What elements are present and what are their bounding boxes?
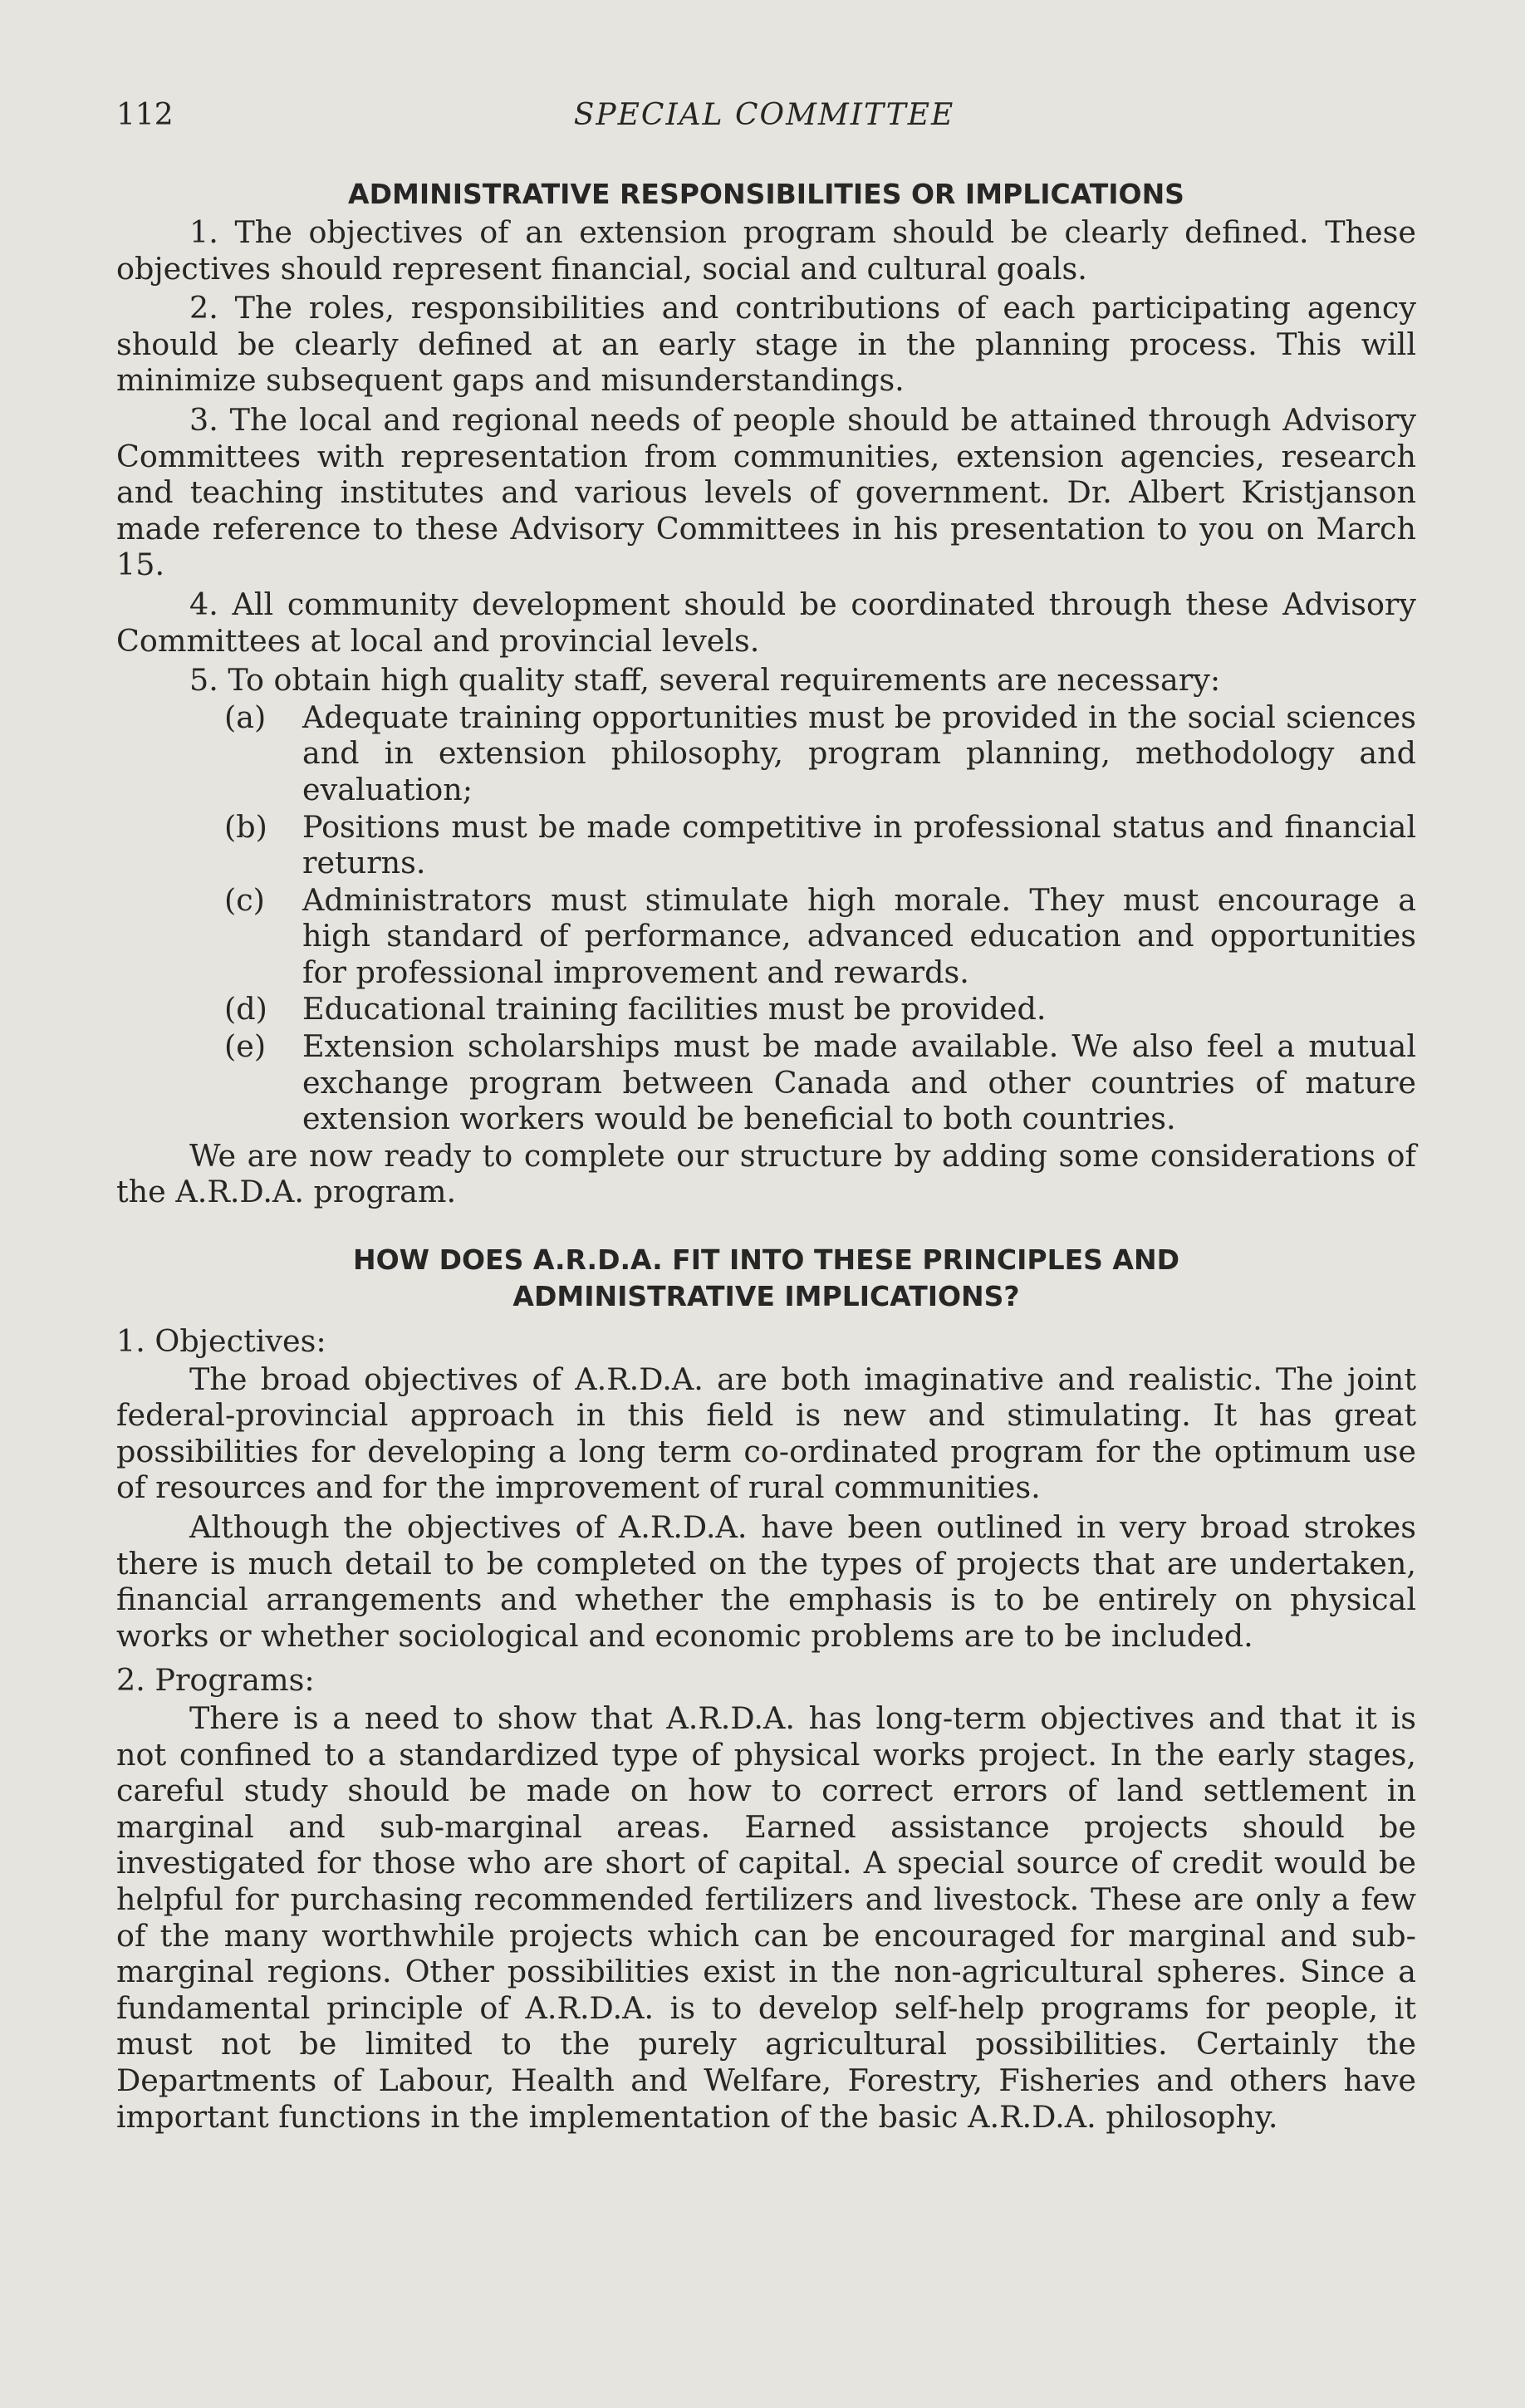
paragraph: 1. The objectives of an extension program should be clearly defined. These objectives should represent financial, social and cultural goals.: [116, 214, 1416, 287]
list-item: [224, 991, 1416, 1027]
subsection-label: 1. Objectives:: [116, 1323, 326, 1360]
section-heading-line: HOW DOES A.R.D.A. FIT INTO THESE PRINCIPLES AND: [353, 1243, 1179, 1277]
list-lead: 5. To obtain high quality staff, several requirements are necessary:: [189, 662, 1221, 699]
subsection-label: 2. Programs:: [116, 1662, 315, 1699]
section-heading: ADMINISTRATIVE RESPONSIBILITIES OR IMPLICATIONS: [348, 178, 1184, 210]
list-item-label: (b): [224, 808, 267, 845]
paragraph: We are now ready to complete our structure by adding some considerations of the A.R.D.A. program.: [116, 1137, 1416, 1210]
list-item-text: Adequate training opportunities must be provided in the social sciences and in extension philosophy, program planning, methodology and evaluation;: [302, 699, 1416, 807]
page-header: [116, 98, 1412, 140]
list-item: [224, 699, 1416, 808]
list-item-label: (c): [224, 881, 265, 918]
list-item: [224, 882, 1416, 991]
list-item-label: (d): [224, 991, 267, 1027]
page-body: [116, 176, 1416, 2138]
paragraph: 4. All community development should be coordinated through these Advisory Committees at local and provincial levels.: [116, 586, 1416, 659]
section-heading-line: ADMINISTRATIVE IMPLICATIONS?: [512, 1280, 1020, 1313]
list-item-text: Administrators must stimulate high morale. They must encourage a high standard of performance, advanced education and opportunities for professional improvement and rewards.: [302, 881, 1416, 990]
paragraph: The broad objectives of A.R.D.A. are both imaginative and realistic. The joint federal-provincial approach in this field is new and stimulating. It has great possibilities for developing a long term co-ordinated program for the optimum use of resources and for the improvement of rural communities.: [116, 1361, 1416, 1506]
paragraph: 2. The roles, responsibilities and contributions of each participating agency should be clearly defined at an early stage in the planning process. This will minimize subsequent gaps and misunderstandings.: [116, 290, 1416, 399]
list-item: [224, 1028, 1416, 1137]
list-item-text: Educational training facilities must be provided.: [302, 991, 1047, 1027]
paragraph: 3. The local and regional needs of people should be attained through Advisory Committees with representation from communities, extension agencies, research and teaching institutes and various levels of government. Dr. Albert Kristjanson made reference to these Advisory Committees in his presentation to you on March 15.: [116, 401, 1416, 583]
list-item-text: Positions must be made competitive in professional status and financial returns.: [302, 808, 1416, 881]
section-heading: [116, 1242, 1416, 1315]
list-item: [224, 809, 1416, 881]
paragraph: There is a need to show that A.R.D.A. has long-term objectives and that it is not confined to a standardized type of physical works project. In the early stages, careful study should be made on how to correct errors of land settlement in marginal and sub-marginal areas. Earned assistance projects should be investigated for those who are short of capital. A special source of credit would be helpful for purchasing recommended fertilizers and livestock. These are only a few of the many worthwhile projects which can be encouraged for marginal and sub-marginal regions. Other possibilities exist in the non-agricultural spheres. Since a fundamental principle of A.R.D.A. is to develop self-help programs for people, it must not be limited to the purely agricultural possibilities. Certainly the Departments of Labour, Health and Welfare, Forestry, Fisheries and others have important functions in the implementation of the basic A.R.D.A. philosophy.: [116, 1699, 1416, 2135]
running-title: SPECIAL COMMITTEE: [573, 98, 955, 132]
list-item-text: Extension scholarships must be made available. We also feel a mutual exchange program between Canada and other countries of mature extension workers would be beneficial to both countries.: [302, 1028, 1416, 1137]
paragraph: Although the objectives of A.R.D.A. have been outlined in very broad strokes there is much detail to be completed on the types of projects that are undertaken, financial arrangements and whether the emphasis is to be entirely on physical works or whether sociological and economic problems are to be included.: [116, 1509, 1416, 1654]
list-item-label: (e): [224, 1028, 267, 1065]
page-number: 112: [116, 98, 174, 132]
list-item-label: (a): [224, 699, 267, 735]
